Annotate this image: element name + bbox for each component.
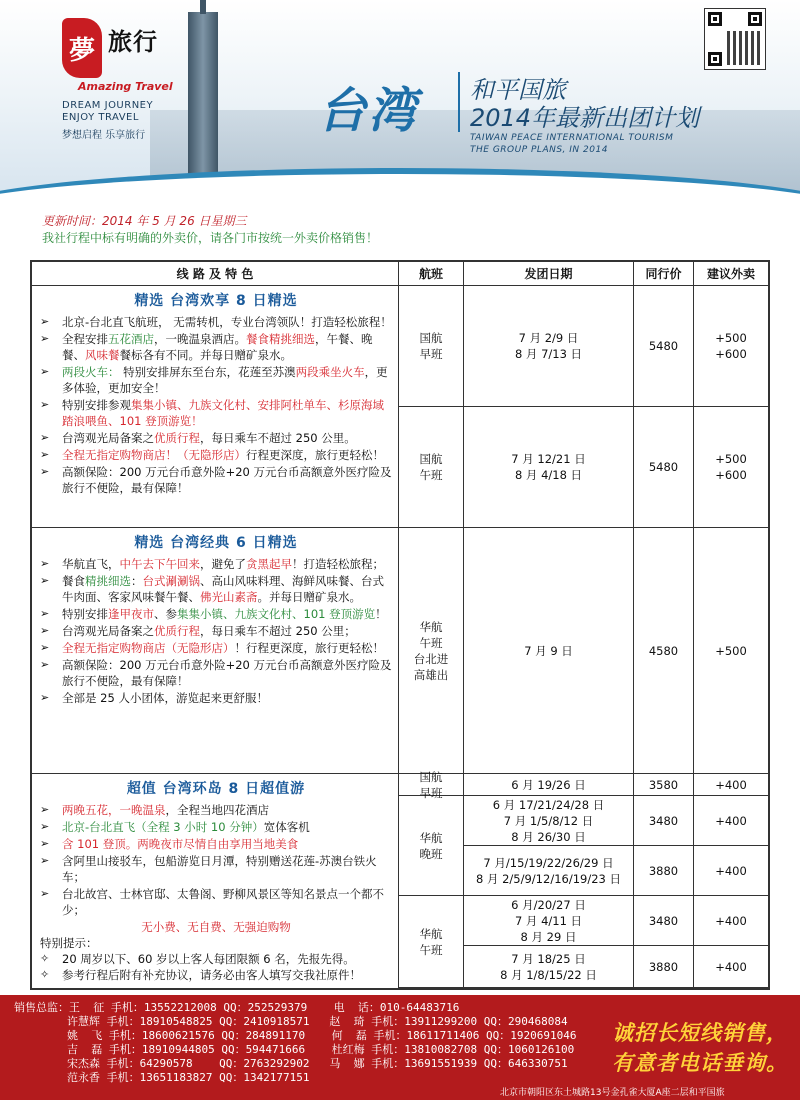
route-title: 精选 台湾欢享 8 日精选 <box>134 293 298 309</box>
dates-cell: 7 月 18/25 日 8 月 1/8/15/22 日 <box>464 946 634 988</box>
dates-cell: 7 月/15/19/22/26/29 日 8 月 2/5/9/12/16/19/23 日 <box>464 846 634 896</box>
contact-row: 销售总监：王 征 手机：13552212008 QQ：252529379 电 话：010-64483716 <box>14 1001 460 1014</box>
dates-cell: 7 月 12/21 日 8 月 4/18 日 <box>464 407 634 528</box>
feature-item: ➢ 全部是 25 人小团体，游览起来更舒服！ <box>40 690 392 706</box>
flight-cell: 华航 午班 台北进 高雄出 <box>399 528 464 774</box>
trade-price-cell: 3480 <box>634 896 694 946</box>
trade-price-cell: 3880 <box>634 946 694 988</box>
feature-item: ➢ 全程无指定购物商店！（无隐形店）行程更深度，旅行更轻松！ <box>40 447 392 463</box>
flight-cell: 国航 午班 <box>399 407 464 528</box>
feature-item: ➢ 华航直飞，中午去下午回来，避免了贪黑起早！打造轻松旅程； <box>40 556 392 572</box>
trade-price-cell: 3880 <box>634 846 694 896</box>
route-section-2 <box>32 528 399 774</box>
route-section-1 <box>32 286 399 528</box>
tip-item: ✧ 20 周岁以下、60 岁以上客人每团限额 6 名，先报先得。 <box>40 951 392 967</box>
contact-row: 姚 飞 手机：18600621576 QQ：284891170 何 磊 手机：18611711406 QQ：1920691046 <box>14 1029 577 1042</box>
sales-contact-footer <box>0 995 800 1100</box>
trade-price-cell: 3580 <box>634 774 694 796</box>
logo-tagline-en-2: ENJOY TRAVEL <box>62 112 139 123</box>
feature-item: ➢ 全程无指定购物商店（无隐形店）！行程更深度，旅行更轻松！ <box>40 640 392 656</box>
flight-cell: 华航 晚班 <box>399 796 464 896</box>
dates-cell: 6 月 19/26 日 <box>464 774 634 796</box>
feature-item: ➢ 两段火车： 特别安排屏东至台东，花莲至苏澳两段乘坐火车，更多体验，更加安全！ <box>40 364 392 396</box>
no-fee-note: 无小费、无自费、无强迫购物 <box>141 920 291 934</box>
feature-item: ➢ 特别安排参观集集小镇、九族文化村、安排阿杜单车、杉原海域踏浪喂鱼、101 登顶游览！ <box>40 397 392 429</box>
col-header-route: 线 路 及 特 色 <box>32 262 399 286</box>
contact-row: 范永香 手机：13651183827 QQ：1342177151 <box>14 1071 310 1084</box>
dates-cell: 7 月 9 日 <box>464 528 634 774</box>
logo-mark: 夢 <box>62 18 102 78</box>
suggested-markup-cell: +400 <box>694 946 768 988</box>
tour-price-table <box>30 260 770 990</box>
feature-item: ➢ 北京-台北直飞（全程 3 小时 10 分钟）宽体客机 <box>40 819 392 835</box>
company-address: 北京市朝阳区东土城路13号金孔雀大厦A座二层和平国旅 <box>500 1088 725 1098</box>
col-header-suggested-markup: 建议外卖 <box>694 262 768 286</box>
route-title: 超值 台湾环岛 8 日超值游 <box>126 781 306 797</box>
suggested-markup-cell: +400 <box>694 846 768 896</box>
col-header-flight: 航班 <box>399 262 464 286</box>
trade-price-cell: 4580 <box>634 528 694 774</box>
recruit-slogan-2: 有意者电话垂询。 <box>612 1051 788 1075</box>
suggested-markup-cell: +500 <box>694 528 768 774</box>
feature-item: ➢ 北京-台北直飞航班， 无需转机，专业台湾领队！打造轻松旅程！ <box>40 314 392 330</box>
contact-row: 吉 磊 手机：18910944805 QQ：594471666 杜红梅 手机：13810082708 QQ：1060126100 <box>14 1043 575 1056</box>
feature-item: ➢ 含 101 登顶。两晚夜市尽情自由享用当地美食 <box>40 836 392 852</box>
col-header-trade-price: 同行价 <box>634 262 694 286</box>
page-title-english-1: TAIWAN PEACE INTERNATIONAL TOURISM <box>470 133 674 143</box>
suggested-markup-cell: +400 <box>694 896 768 946</box>
flight-cell: 国航 早班 <box>399 774 464 796</box>
trade-price-cell: 5480 <box>634 407 694 528</box>
logo-tagline-en-1: DREAM JOURNEY <box>62 100 154 111</box>
trade-price-cell: 3480 <box>634 796 694 846</box>
logo-english-name: Amazing Travel <box>78 80 173 93</box>
logo-chinese-name: 旅行 <box>108 27 158 56</box>
dates-cell: 6 月/20/27 日 7 月 4/11 日 8 月 29 日 <box>464 896 634 946</box>
header-banner <box>0 0 800 205</box>
logo-tagline-cn: 梦想启程 乐享旅行 <box>62 130 146 141</box>
contact-row: 宋杰森 手机：64290578 QQ：2763292902 马 娜 手机：13691551939 QQ：646330751 <box>14 1057 568 1070</box>
feature-item: ➢ 餐食精挑细选：台式涮涮锅、高山风味料理、海鲜风味餐、台式牛肉面、客家风味餐午餐、佛光山素斋。并每日赠矿泉水。 <box>40 573 392 605</box>
flight-cell: 国航 早班 <box>399 286 464 407</box>
feature-item: ➢ 台湾观光局备案之优质行程，每日乘车不超过 250 公里； <box>40 623 392 639</box>
title-divider <box>458 72 460 132</box>
page-title-plan: 2014年最新出团计划 <box>470 104 700 132</box>
recruit-slogan-1: 诚招长短线销售， <box>612 1021 788 1045</box>
contact-row: 许慧辉 手机：18910548825 QQ：2410918571 赵 琦 手机：13911299200 QQ：290468084 <box>14 1015 568 1028</box>
route-section-3 <box>32 774 399 988</box>
page-title-main: 台湾 <box>318 83 419 139</box>
flight-cell: 华航 午班 <box>399 896 464 988</box>
suggested-markup-cell: +400 <box>694 796 768 846</box>
trade-price-cell: 5480 <box>634 286 694 407</box>
logo-tagline-en <box>62 100 153 124</box>
tip-item: ✧ 参考行程后附有补充协议，请务必由客人填写交我社原件！ <box>40 967 392 983</box>
page-title-english <box>470 132 673 156</box>
feature-item: ➢ 台北故宫、士林官邸、太鲁阁、野柳风景区等知名景点一个都不少； <box>40 886 392 918</box>
route-title: 精选 台湾经典 6 日精选 <box>134 535 298 551</box>
brand-logo <box>62 18 222 141</box>
feature-item: ➢ 高额保险：200 万元台币意外险+20 万元台币高额意外医疗险及旅行不便险，最有保障！ <box>40 464 392 496</box>
col-header-dates: 发团日期 <box>464 262 634 286</box>
dates-cell: 7 月 2/9 日 8 月 7/13 日 <box>464 286 634 407</box>
feature-item: ➢ 含阿里山接驳车，包船游览日月潭，特别赠送花莲-苏澳台铁火车； <box>40 853 392 885</box>
dates-cell: 6 月 17/21/24/28 日 7 月 1/5/8/12 日 8 月 26/30 日 <box>464 796 634 846</box>
feature-item: ➢ 高额保险：200 万元台币意外险+20 万元台币高额意外医疗险及旅行不便险，最有保障！ <box>40 657 392 689</box>
page-title-company: 和平国旅 <box>470 76 566 104</box>
feature-item: ➢ 特别安排逢甲夜市、参集集小镇、九族文化村、101 登顶游览！ <box>40 606 392 622</box>
feature-item: ➢ 两晚五花，一晚温泉，全程当地四花酒店 <box>40 802 392 818</box>
pricing-notice: 我社行程中标有明确的外卖价，请各门市按统一外卖价格销售！ <box>42 231 379 245</box>
update-date: 更新时间：2014 年 5 月 26 日星期三 <box>42 214 247 228</box>
feature-item: ➢ 全程安排五花酒店，一晚温泉酒店。餐食精挑细选，午餐、晚餐、风味餐餐标各有不同。并每日赠矿泉水。 <box>40 331 392 363</box>
suggested-markup-cell: +400 <box>694 774 768 796</box>
feature-item: ➢ 台湾观光局备案之优质行程，每日乘车不超过 250 公里。 <box>40 430 392 446</box>
tips-title: 特别提示： <box>40 936 98 950</box>
suggested-markup-cell: +500 +600 <box>694 407 768 528</box>
suggested-markup-cell: +500 +600 <box>694 286 768 407</box>
qr-code-icon <box>704 8 766 70</box>
page-title-english-2: THE GROUP PLANS, IN 2014 <box>470 145 608 155</box>
